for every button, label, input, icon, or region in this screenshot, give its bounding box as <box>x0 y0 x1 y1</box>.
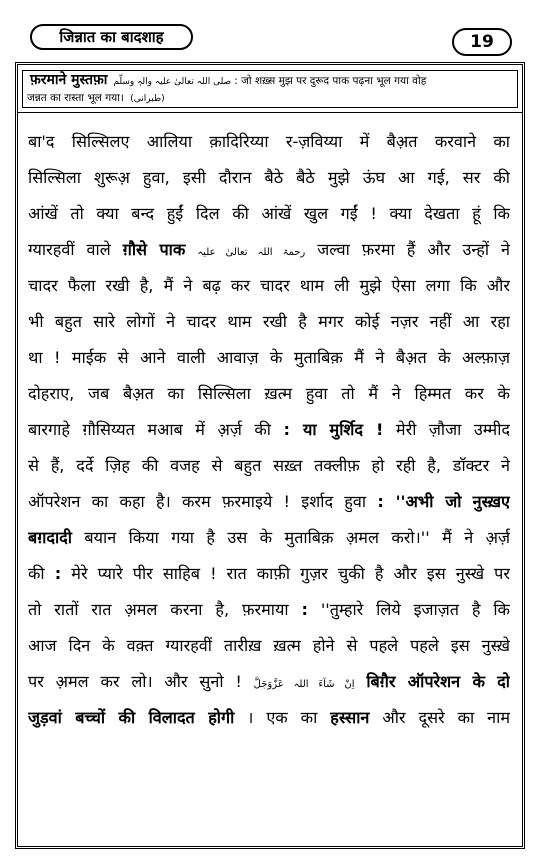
text-line <box>28 556 510 592</box>
farmaan-label: फ़रमाने मुस्तफ़ा <box>30 72 108 88</box>
text-span: मेरे प्यारे पीर साहिब ! रात काफ़ी गुज़र चुकी है और इस नुस्खे पर <box>71 564 510 583</box>
text-line: दोहराए, जब बैअ़त का सिल्सिला ख़त्म हुवा तो मैं ने हिम्मत कर के <box>28 384 510 403</box>
farmaan-box <box>22 70 518 108</box>
book-title: जिन्नात का बादशाह <box>30 24 193 50</box>
bold-text: बग़दादी <box>28 528 72 547</box>
bold-text: : ''अभी जो <box>377 492 462 511</box>
text-line <box>28 664 510 700</box>
bold-text: ग़ौसे पाक <box>122 240 186 259</box>
text-span: तो रातों रात अ़मल करना है, फ़रमाया <box>28 600 289 619</box>
text-line: था ! माईक से आने वाली आवाज़ के मुताबिक़ मैं ने बैअ़त के अल्फ़ाज़ <box>28 348 510 367</box>
text-span: मेरी ज़ौजा उम्मीद <box>395 420 510 439</box>
text-span: ऑपरेशन का कहा है। करम फ़रमाइये ! इर्शाद हुवा <box>28 492 367 511</box>
text-line: चादर फैला रखी है, मैं ने बढ़ कर चादर थाम ली मुझे ऐसा लगा कि और <box>28 276 510 295</box>
bold-text: नुस्ख़ए <box>472 492 510 511</box>
text-line: आज दिन के वक़्त ग्यारहवीं तारीख़ ख़त्म होने से पहले पहले इस नुस्ख़े <box>28 636 510 655</box>
text-line <box>28 232 510 268</box>
bold-text: : <box>54 564 62 583</box>
bold-text: : या मुर्शिद ! <box>283 420 384 439</box>
bold-text: जुड़वां बच्चों की विलादत होगी <box>28 708 235 727</box>
farmaan-line-2 <box>27 90 513 107</box>
text-line <box>28 700 510 736</box>
text-line: से हैं, दर्दे ज़िह की वजह से बहुत सख़्त तक्लीफ़ हो रही है, डॉक्टर ने <box>28 456 510 475</box>
bold-text: : <box>301 600 308 619</box>
page-number: 19 <box>452 28 512 56</box>
farmaan-line-1 <box>27 72 513 90</box>
body-text <box>28 124 510 736</box>
text-span: ग्यारहवीं वाले <box>28 240 111 259</box>
text-line <box>28 412 510 448</box>
text-line: बा'द सिल्सिलए आलिया क़ादिरिय्या र-ज़विय्या में बैअ़त करवाने का <box>28 132 510 151</box>
bold-text: बिग़ैर ऑपरेशन के दो <box>366 672 510 691</box>
text-line: आंखें तो क्या बन्द हुईं दिल की आंखें खुल गईं ! क्या देखता हूं कि <box>28 204 510 223</box>
text-span: बारगाहे ग़ौसिय्यत मआब में अ़र्ज़ की <box>28 420 271 439</box>
arabic-phrase: اِنْ شَآءَ اللہ عَزَّوَجَلَّ <box>253 679 355 690</box>
text-line: सिल्सिला शुरूअ़ हुवा, इसी दौरान बैठे बैठे मुझे ऊंघ आ गई, सर की <box>28 168 510 187</box>
text-line: भी बहुत सारे लोगों ने चादर थाम रखी है मगर कोई नज़र नहीं आ रहा <box>28 312 510 331</box>
farmaan-text-2: जन्नत का रास्ता भूल गया। <box>27 92 124 104</box>
text-line <box>28 484 510 520</box>
text-span: ''तुम्हारे लिये इजाज़त है कि <box>320 600 510 619</box>
farmaan-salutation: صلی اللہ تعالیٰ علیہ والہٖ وسلّم <box>113 77 232 87</box>
text-span: पर अ़मल कर लो। और सुनो ! <box>28 672 242 691</box>
farmaan-text-1: : जो शख़्स मुझ पर दुरूद पाक पढ़ना भूल गया वोह <box>234 75 427 87</box>
arabic-honorific: رحمۃ اللہ تعالیٰ علیہ <box>197 247 306 258</box>
farmaan-source: (طبرانی) <box>130 94 165 104</box>
text-line <box>28 592 510 628</box>
divider-top <box>18 112 522 113</box>
bold-text: हस्सान <box>330 708 370 727</box>
text-span: और दूसरे का नाम <box>382 708 510 727</box>
text-span: । एक का <box>247 708 318 727</box>
text-span: की <box>28 564 45 583</box>
text-span: जल्वा फ़रमा हैं और उन्हों ने <box>317 240 510 259</box>
text-span: बयान किया गया है उस के मुताबिक़ अ़मल करो।'' मैं ने अ़र्ज़ <box>84 528 510 547</box>
text-line <box>28 520 510 556</box>
